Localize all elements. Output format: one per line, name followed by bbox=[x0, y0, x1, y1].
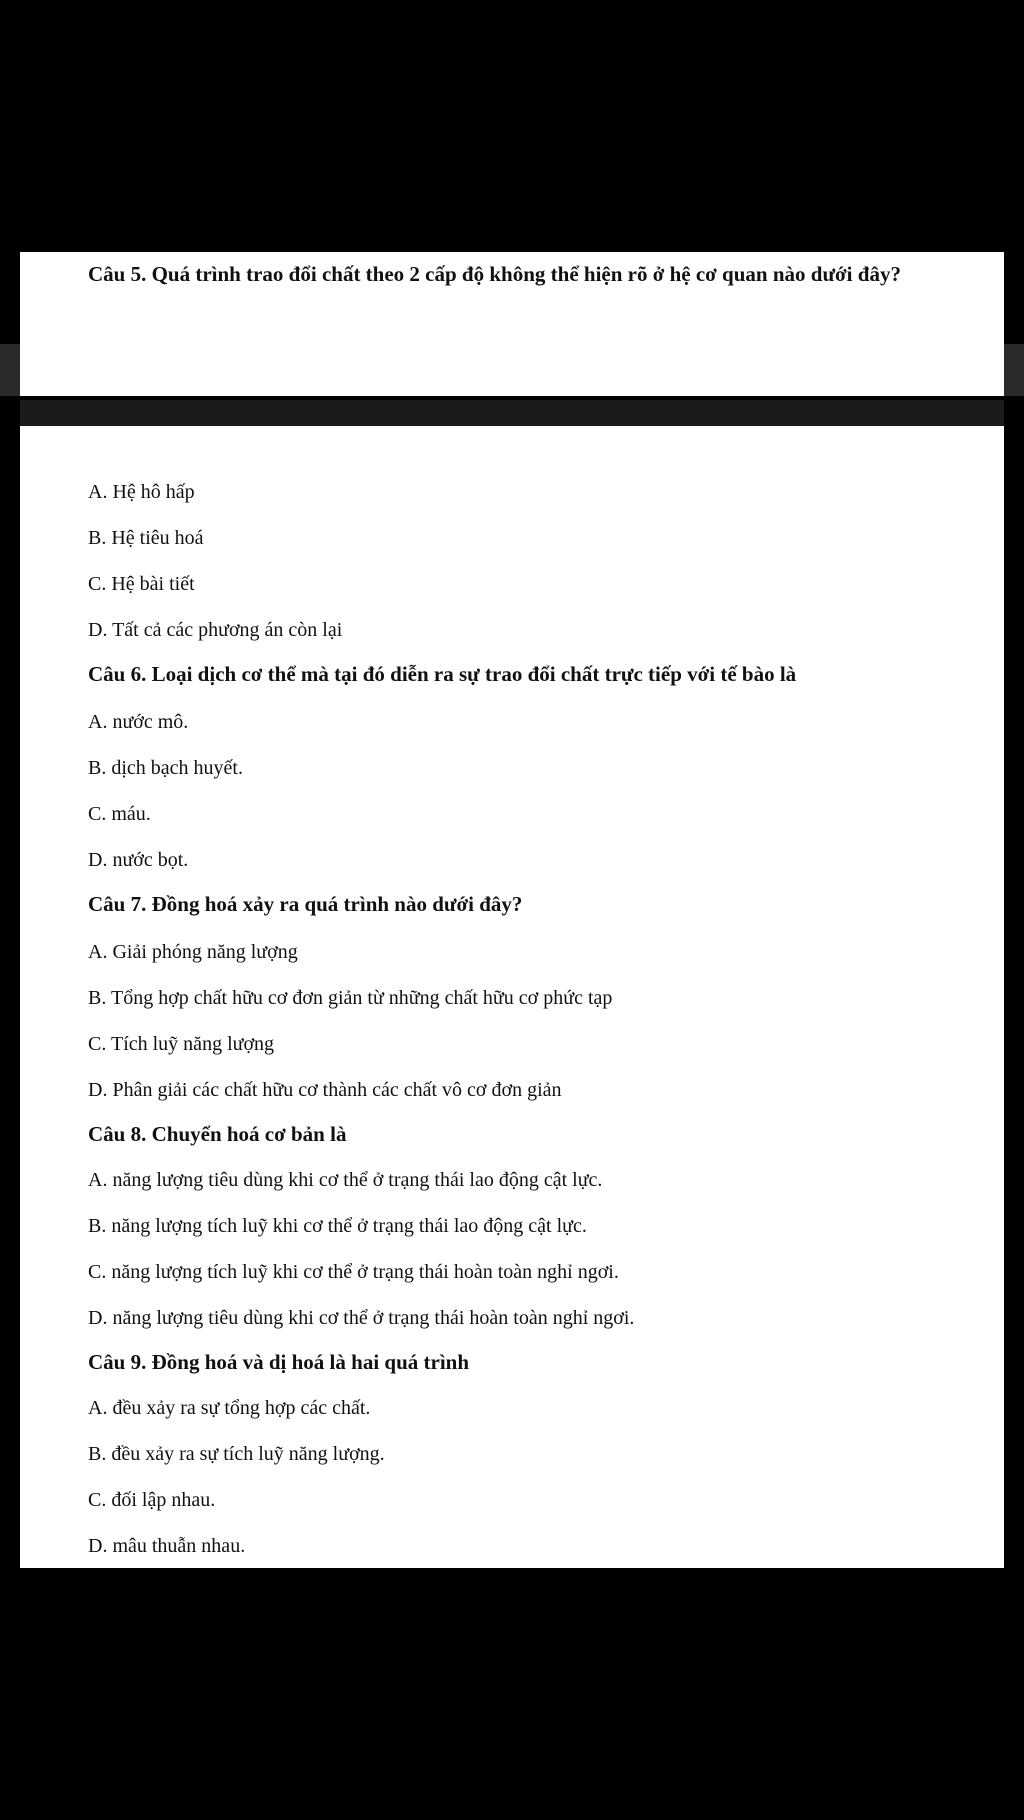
question-8-option-a: A. năng lượng tiêu dùng khi cơ thể ở trạng thái lao động cật lực. bbox=[88, 1169, 603, 1191]
question-8-title: Câu 8. Chuyển hoá cơ bản là bbox=[88, 1122, 347, 1146]
question-7-option-d: D. Phân giải các chất hữu cơ thành các chất vô cơ đơn giản bbox=[88, 1079, 562, 1101]
question-6-option-a: A. nước mô. bbox=[88, 711, 189, 733]
question-8-option-c: C. năng lượng tích luỹ khi cơ thể ở trạng thái hoàn toàn nghỉ ngơi. bbox=[88, 1261, 619, 1283]
question-9-option-a: A. đều xảy ra sự tổng hợp các chất. bbox=[88, 1397, 371, 1419]
question-8-option-b: B. năng lượng tích luỹ khi cơ thể ở trạng thái lao động cật lực. bbox=[88, 1215, 587, 1237]
question-7-option-c: C. Tích luỹ năng lượng bbox=[88, 1033, 275, 1055]
question-8-option-d: D. năng lượng tiêu dùng khi cơ thể ở trạng thái hoàn toàn nghỉ ngơi. bbox=[88, 1307, 635, 1329]
question-9-option-d: D. mâu thuẫn nhau. bbox=[88, 1535, 246, 1557]
question-5-option-c: C. Hệ bài tiết bbox=[88, 573, 195, 595]
question-6-option-c: C. máu. bbox=[88, 803, 151, 825]
question-9-title: Câu 9. Đồng hoá và dị hoá là hai quá trình bbox=[88, 1350, 470, 1374]
question-7-option-b: B. Tổng hợp chất hữu cơ đơn giản từ những chất hữu cơ phức tạp bbox=[88, 987, 613, 1009]
question-5-option-b: B. Hệ tiêu hoá bbox=[88, 527, 204, 549]
question-5-title: Câu 5. Quá trình trao đổi chất theo 2 cấp độ không thể hiện rõ ở hệ cơ quan nào dưới đây? bbox=[88, 262, 901, 286]
question-9-option-c: C. đối lập nhau. bbox=[88, 1489, 216, 1511]
question-9-option-b: B. đều xảy ra sự tích luỹ năng lượng. bbox=[88, 1443, 385, 1465]
question-6-option-d: D. nước bọt. bbox=[88, 849, 189, 871]
question-7-option-a: A. Giải phóng năng lượng bbox=[88, 941, 298, 963]
question-7-title: Câu 7. Đồng hoá xảy ra quá trình nào dưới đây? bbox=[88, 892, 523, 916]
question-6-option-b: B. dịch bạch huyết. bbox=[88, 757, 243, 779]
blurred-overlay-strip bbox=[20, 400, 1004, 426]
question-6-title: Câu 6. Loại dịch cơ thể mà tại đó diễn ra sự trao đổi chất trực tiếp với tế bào là bbox=[88, 662, 797, 686]
question-5-option-a: A. Hệ hô hấp bbox=[88, 481, 195, 503]
question-5-option-d: D. Tất cả các phương án còn lại bbox=[88, 619, 343, 641]
